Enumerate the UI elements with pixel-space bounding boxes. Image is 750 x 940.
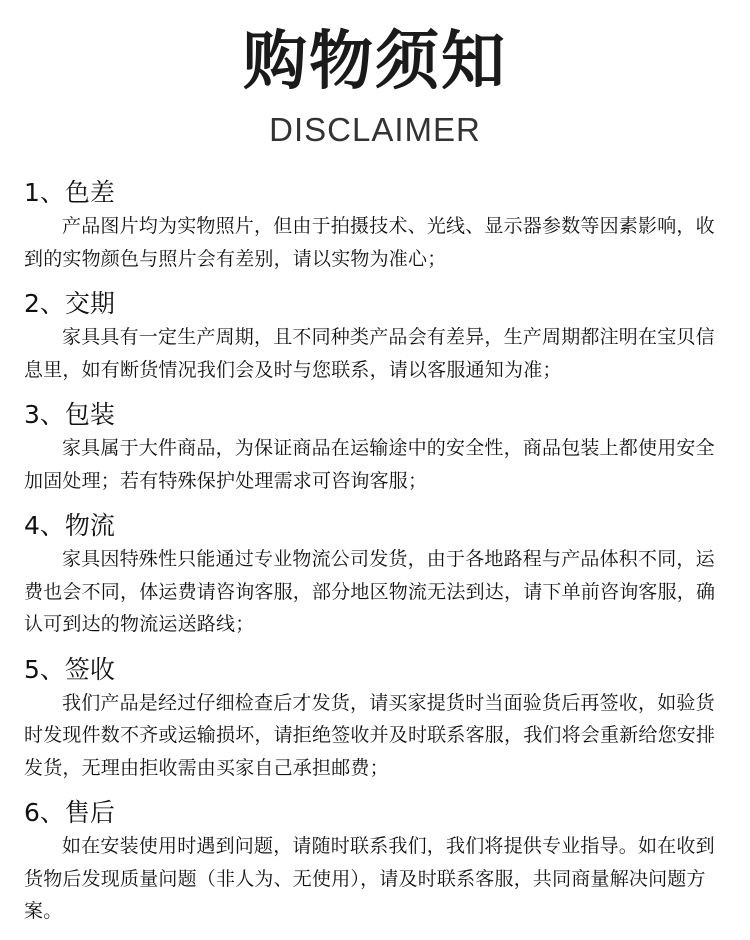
page-subtitle: DISCLAIMER	[269, 111, 481, 148]
page-title: 购物须知	[243, 25, 507, 99]
section-body: 家具因特殊性只能通过专业物流公司发货，由于各地路程与产品体积不同，运费也会不同，体运费请咨询客服，部分地区物流无法到达，请下单前咨询客服，确认可到达的物流运送路线；	[24, 548, 716, 635]
section-heading: 6、售后	[24, 798, 115, 827]
section-logistics	[24, 509, 730, 641]
section-heading: 2、交期	[24, 289, 115, 318]
section-body: 家具具有一定生产周期，且不同种类产品会有差异，生产周期都注明在宝贝信息里，如有断货情况我们会及时与您联系，请以客服通知为准；	[24, 326, 715, 381]
section-delivery-time	[24, 287, 730, 386]
section-heading: 3、包装	[24, 400, 115, 429]
section-body: 我们产品是经过仔细检查后才发货，请买家提货时当面验货后再签收，如验货时发现件数不齐或运输损坏，请拒绝签收并及时联系客服，我们将会重新给您安排发货，无理由拒收需由买家自己承担邮费；	[24, 691, 716, 779]
section-body: 家具属于大件商品，为保证商品在运输途中的安全性，商品包装上都使用安全加固处理；若有特殊保护处理需求可咨询客服；	[24, 437, 715, 492]
section-after-sales	[24, 796, 730, 928]
section-color-difference	[24, 176, 730, 275]
section-body: 如在安装使用时遇到问题，请随时联系我们，我们将提供专业指导。如在收到货物后发现质量问题（非人为、无使用），请及时联系客服，共同商量解决问题方案。	[24, 835, 715, 922]
section-packaging	[24, 398, 730, 497]
section-heading: 1、色差	[24, 178, 115, 207]
notice-sections	[24, 176, 730, 940]
section-body: 产品图片均为实物照片，但由于拍摄技术、光线、显示器参数等因素影响，收到的实物颜色与照片会有差别，请以实物为准心；	[24, 215, 715, 270]
section-sign-for	[24, 653, 730, 785]
section-heading: 5、签收	[24, 654, 115, 684]
section-heading: 4、物流	[24, 511, 115, 540]
